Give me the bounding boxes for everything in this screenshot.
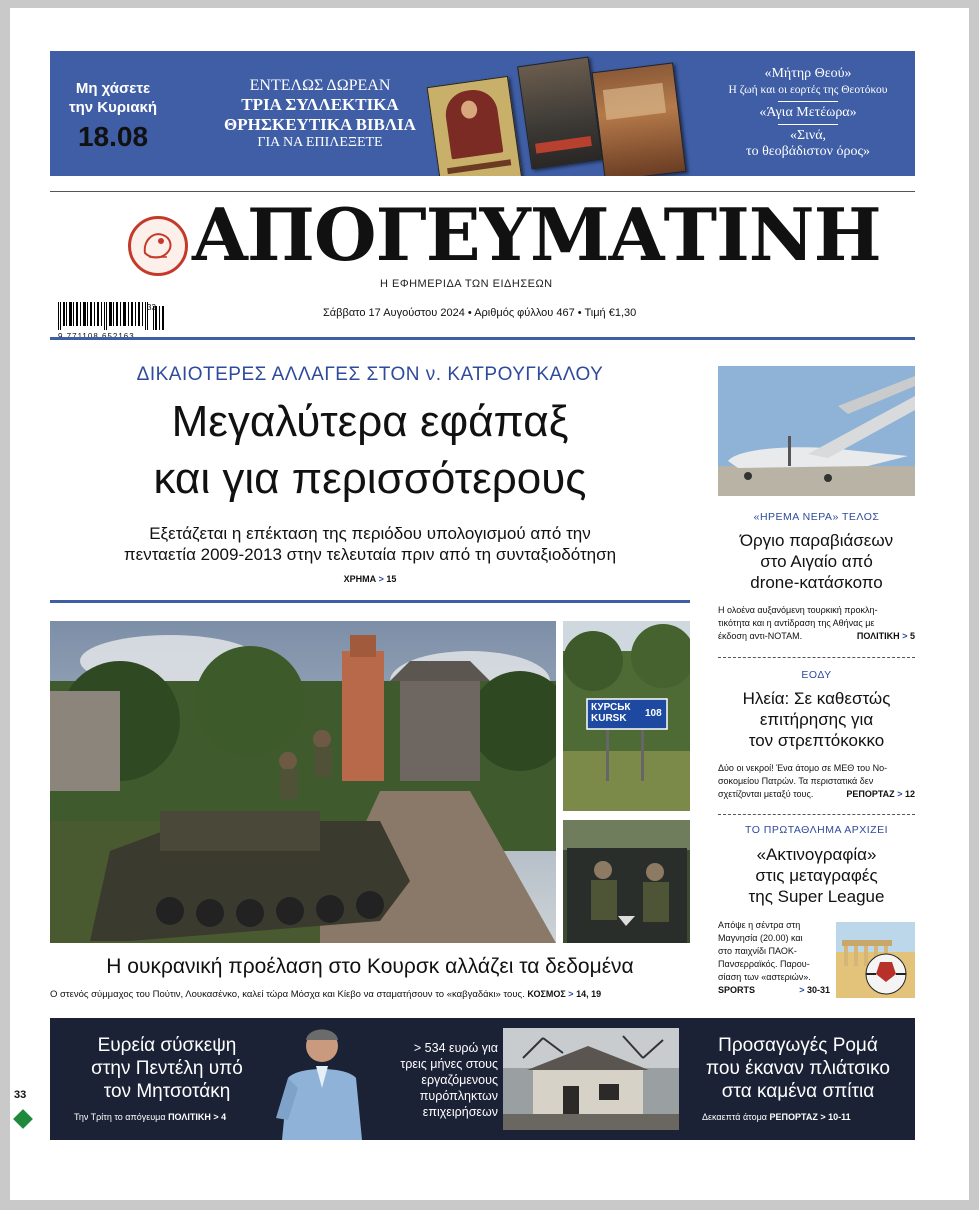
sidebar-3-headline-line-2: στις μεταγραφές [755,866,878,885]
issue-dateline: Σάββατο 17 Αυγούστου 2024 • Αριθμός φύλλου 467 • Τιμή €1,30 [323,307,637,319]
bottom-2-line-4: πυρόπληκτων [419,1089,498,1103]
divider [778,101,838,102]
diamond-marker-icon [13,1109,33,1129]
sidebar-2-headline-line-3: τον στρεπτόκοκκο [748,731,885,750]
sidebar-3-text-line-2: Μαγνησία (20.00) και [718,933,803,943]
sidebar-3-text-line-1: Απόψε η σέντρα στη [718,920,801,930]
section-label: ΡΕΠΟΡΤΑΖ [769,1112,818,1122]
sidebar-1-headline-line-3: drone-κατάσκοπο [750,573,883,592]
bottom-1-subtext: Την Τρίτη το απόγευμα ΠΟΛΙΤΙΚΗ > 4 [74,1112,227,1122]
bottom-1-headline-line-1: Ευρεία σύσκεψη [97,1035,237,1056]
promo-line-1: Μη χάσετε [75,80,151,97]
sign-cyrillic: КУРСЬК [591,702,631,713]
sign-latin: KURSK [591,713,627,724]
promo-line-2: την Κυριακή [68,99,158,116]
sidebar-1-text-line-2: τικότητα και η αντίδραση της Αθήνας με [718,618,875,628]
lead-headline-line-2: και για περισσότερους [153,454,587,503]
arrow-icon: > [799,985,805,995]
masthead-title[interactable]: ΑΠΟΓΕΥΜΑΤΙΝΗ [192,192,881,277]
divider [718,657,915,658]
lead-headline-line-1: Μεγαλύτερα εφάπαξ [171,397,569,446]
arrow-icon: > [378,574,384,584]
bottom-1-summary: Την Τρίτη το απόγευμα [74,1112,166,1122]
sidebar-3-headline[interactable] [718,844,915,907]
bottom-3-headline-line-2: που έκαναν πλιάτσικο [706,1058,890,1079]
bottom-3-headline-line-1: Προσαγωγές Ρομά [718,1035,878,1056]
bottom-2-line-5: επιχειρήσεων [422,1105,498,1119]
bottom-3-headline-line-3: στα καμένα σπίτια [721,1081,875,1102]
photo-football-acropolis[interactable] [836,922,915,998]
barcode-addon: 33 [147,303,156,312]
book-1-title: «Μήτηρ Θεού» [764,66,852,81]
masthead-rule [50,337,915,340]
photo-kursk-road-sign[interactable] [563,621,690,811]
photo-ukrainian-armored-vehicle[interactable] [50,621,556,943]
lead-rule [50,600,690,603]
page-number: 30-31 [806,985,830,995]
divider [778,124,838,125]
sidebar-1-headline[interactable] [718,530,915,593]
promo-banner[interactable] [50,51,915,176]
newspaper-logo-emblem [128,216,188,276]
sidebar-3-text [718,919,830,997]
page-number: 10-11 [828,1112,851,1122]
section-label: ΡΕΠΟΡΤΑΖ [846,789,895,799]
photo-drone[interactable] [718,366,915,496]
arrow-icon: > [897,789,903,799]
arrow-icon: > [902,631,908,641]
promo-books-list [705,66,911,160]
sidebar-2-text-end: σχετίζονται μεταξύ τους. [718,789,814,799]
sidebar-2-headline[interactable] [718,688,915,751]
sidebar-3-text-line-4: Πανσερραϊκός. Παρου- [718,959,810,969]
photo-burned-house[interactable] [503,1028,679,1130]
book-cover-sinai [592,62,687,176]
book-cover-mitir-theou [427,76,524,176]
book-2-title: «Άγια Μετέωρα» [759,105,857,120]
bottom-1-headline-line-3: τον Μητσοτάκη [103,1081,231,1102]
bottom-1-headline-line-2: στην Πεντέλη υπό [91,1058,243,1079]
sign-label [591,702,631,724]
sidebar-1-headline-line-1: Όργιο παραβιάσεων [739,531,894,550]
page-number: 15 [386,574,397,584]
lead-deck [50,523,690,565]
photo-story-headline[interactable]: Η ουκρανική προέλαση στο Κουρσκ αλλάζει τα δεδομένα [106,955,634,978]
bottom-2-line-2: τρεις μήνες στους [400,1057,498,1071]
book-3-title: «Σινά, [789,128,827,143]
promo-offer-line-2: ΤΡΙΑ ΣΥΛΛΕΚΤΙΚΑ [241,95,399,114]
bottom-2-text[interactable] [383,1040,498,1120]
promo-offer-line-4: ΓΙΑ ΝΑ ΕΠΙΛΕΞΕΤΕ [257,135,383,150]
page-number: 4 [221,1112,227,1122]
divider [718,814,915,815]
section-label: ΠΟΛΙΤΙΚΗ [856,631,900,641]
photo-soldiers-vehicle[interactable] [563,820,690,943]
section-label: ΠΟΛΙΤΙΚΗ [168,1112,211,1122]
bottom-2-line-1: > 534 ευρώ για [413,1041,498,1055]
sidebar-2-text-line-1: Δύο οι νεκροί! Ένα άτομο σε ΜΕΘ του Νο- [718,763,888,773]
bottom-2-line-3: εργαζόμενους [421,1073,498,1087]
sidebar-1-page-ref[interactable] [857,630,915,643]
photo-story-subtext [50,989,690,1000]
sidebar-2-text-line-3 [718,788,915,801]
sidebar-2-headline-line-2: επιτήρησης για [759,710,874,729]
page-number: 14, 19 [576,989,602,999]
page-number-label: 33 [14,1089,27,1101]
sidebar-3-headline-line-1: «Ακτινογραφία» [756,845,877,864]
masthead-tagline: Η ΕΦΗΜΕΡΙΔΑ ΤΩΝ ΕΙΔΗΣΕΩΝ [380,278,553,290]
bottom-3-subtext: Δεκαεπτά άτομα ΡΕΠΟΡΤΑΖ > 10-11 [702,1112,851,1122]
lead-headline[interactable] [50,393,690,507]
sidebar-1-text-end: έκδοση αντι-NOTAM. [718,631,803,641]
promo-offer-line-1: ΕΝΤΕΛΩΣ ΔΩΡΕΑΝ [249,77,391,94]
sidebar-1-text-line-3 [718,630,915,643]
sidebar-3-text-line-5: σίαση των «αστεριών». [718,972,811,982]
book-1-subtitle: Η ζωή και οι εορτές της Θεοτόκου [728,84,888,96]
sidebar-3-page-ref[interactable] [718,984,830,997]
page-number: 5 [909,631,915,641]
lead-page-ref[interactable] [50,574,690,584]
sidebar-3-text-line-3: στο παιχνίδι ΠΑΟΚ- [718,946,797,956]
sidebar-2-page-ref[interactable] [846,788,915,801]
section-label: ΚΟΣΜΟΣ [527,989,566,999]
bottom-promo-band [50,1018,915,1140]
bottom-1-headline[interactable] [62,1034,272,1103]
lead-kicker: ΔΙΚΑΙΟΤΕΡΕΣ ΑΛΛΑΓΕΣ ΣΤΟΝ ν. ΚΑΤΡΟΥΓΚΑΛΟΥ [136,364,604,385]
arrow-icon: > [568,989,574,999]
promo-reminder [58,79,168,117]
book-3-subtitle: το θεοβάδιστον όρος» [745,144,871,159]
sidebar-2-kicker: ΕΟΔΥ [801,669,832,681]
photo-story-summary: Ο στενός σύμμαχος του Πούτιν, Λουκασένκο, καλεί τώρα Μόσχα και Κίεβο να σταματήσουν το «καβγαδάκι» τους. [50,989,525,1000]
lead-deck-line-2: πενταετία 2009-2013 στην τελευταία πριν από τη συνταξιοδότηση [123,545,617,564]
sidebar-1-headline-line-2: στο Αιγαίο από [760,552,873,571]
lead-deck-line-1: Εξετάζεται η επέκταση της περιόδου υπολογισμού από την [149,524,591,543]
newspaper-front-page [10,8,969,1200]
sidebar-3-headline-line-3: της Super League [748,887,885,906]
sidebar-2-text [718,762,915,801]
sidebar-1-text-line-1: Η ολοένα αυξανόμενη τουρκική προκλη- [718,605,878,615]
sign-number: 108 [645,708,662,719]
sidebar-2-text-line-2: σοκομείου Πατρών. Τα περιστατικά δεν [718,776,874,786]
section-label: ΧΡΗΜΑ [343,574,377,584]
promo-offer-line-3: ΘΡΗΣΚΕΥΤΙΚΑ ΒΙΒΛΙΑ [224,115,416,134]
bottom-3-headline[interactable] [692,1034,904,1103]
page-number: 12 [904,789,915,799]
sidebar-2-headline-line-1: Ηλεία: Σε καθεστώς [742,689,891,708]
sidebar-1-kicker: «ΗΡΕΜΑ ΝΕΡΑ» ΤΕΛΟΣ [753,511,880,523]
section-label: SPORTS [718,985,756,995]
photo-mitsotakis[interactable] [268,1018,376,1140]
book-cover-meteora [517,56,603,169]
bottom-3-summary: Δεκαεπτά άτομα [702,1112,767,1122]
sidebar-3-kicker: ΤΟ ΠΡΩΤΑΘΛΗΜΑ ΑΡΧΙΖΕΙ [744,824,888,836]
promo-date: 18.08 [77,121,149,152]
sidebar-1-text [718,604,915,643]
promo-offer [210,77,430,151]
